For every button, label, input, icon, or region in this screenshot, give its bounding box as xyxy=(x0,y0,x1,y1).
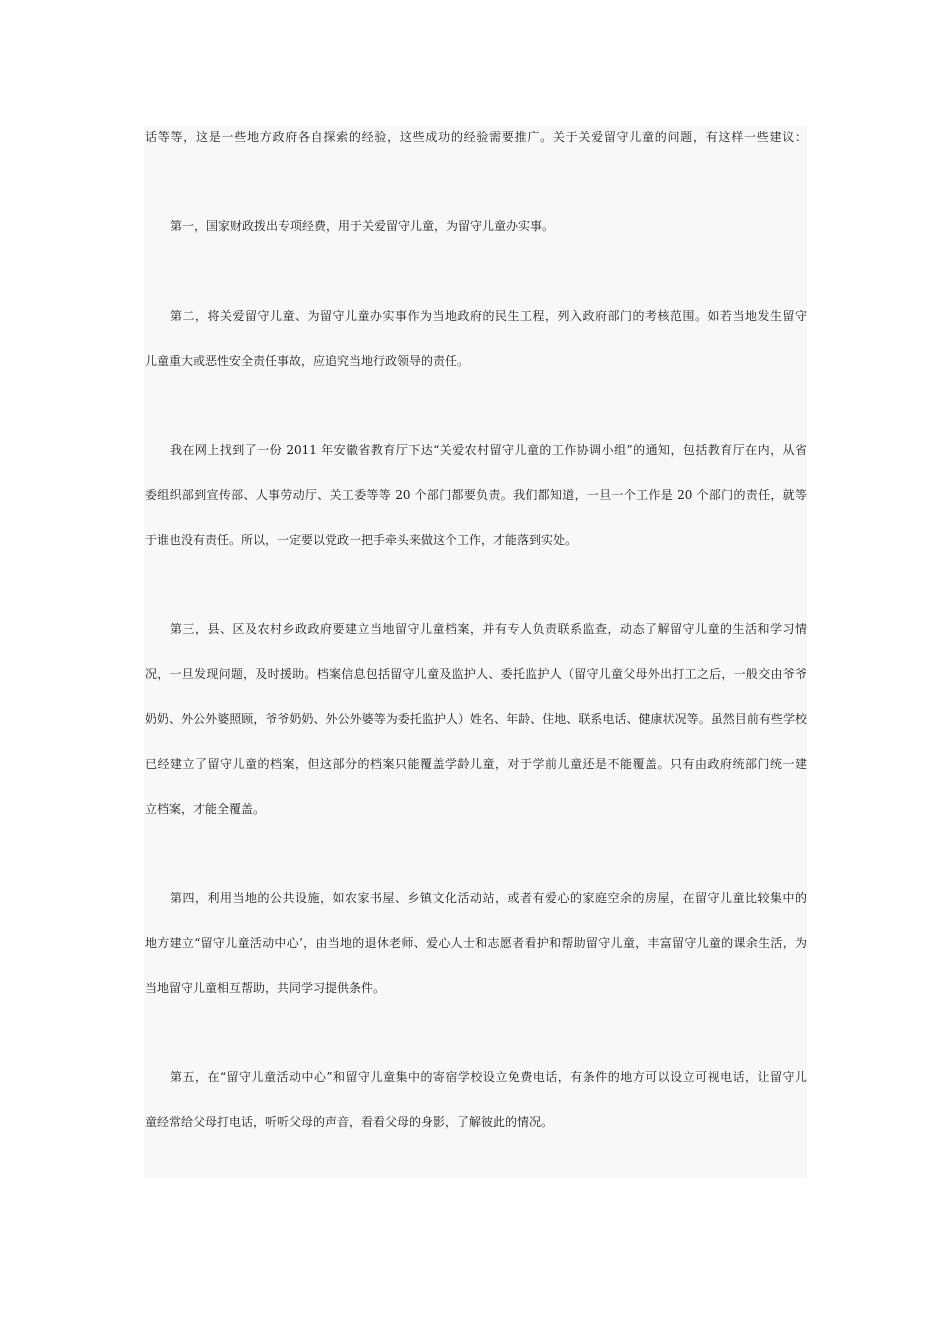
text-line: 我在网上找到了一份 2011 年安徽省教育厅下达“关爱农村留守儿童的工作协调小组”的通知，包括教育厅在内，从省 xyxy=(170,443,807,457)
text-line: 地方建立“留守儿童活动中心’，由当地的退休老师、爱心人士和志愿者看护和帮助留守儿童，丰富留守儿童的课余生活，为 xyxy=(145,936,807,950)
text-line: 第二，将关爱留守儿童、为留守儿童办实事作为当地政府的民生工程，列入政府部门的考核范围。如若当地发生留守 xyxy=(170,309,807,323)
text-line: 第三，县、区及农村乡政政府要建立当地留守儿童档案，并有专人负责联系监查，动态了解留守儿童的生活和学习情 xyxy=(170,622,807,636)
text-line: 第五，在“留守儿童活动中心”和留守儿童集中的寄宿学校设立免费电话，有条件的地方可以设立可视电话，让留守儿 xyxy=(170,1070,807,1084)
text-line: 奶奶、外公外婆照顾，爷爷奶奶、外公外婆等为委托监护人）姓名、年龄、住地、联系电话、健康状况等。虽然目前有些学校 xyxy=(145,712,807,726)
text-line: 童经常给父母打电话，听听父母的声音，看看父母的身影，了解彼此的情况。 xyxy=(145,1115,554,1129)
text-line: 话等等，这是一些地方政府各自探索的经验，这些成功的经验需要推广。关于关爱留守儿童的问题，有这样一些建议： xyxy=(145,130,807,144)
text-line: 当地留守儿童相互帮助，共同学习提供条件。 xyxy=(145,981,386,995)
text-line: 第四，利用当地的公共设施，如农家书屋、乡镇文化活动站，或者有爱心的家庭空余的房屋，在留守儿童比较集中的 xyxy=(170,891,807,905)
article-body-background xyxy=(144,126,807,1178)
text-line: 于谁也没有责任。所以，一定要以党政一把手牵头来做这个工作，才能落到实处。 xyxy=(145,533,578,547)
text-line: 立档案，才能全覆盖。 xyxy=(145,802,266,816)
text-line: 第一，国家财政拨出专项经费，用于关爱留守儿童，为留守儿童办实事。 xyxy=(170,219,555,233)
text-line: 已经建立了留守儿童的档案，但这部分的档案只能覆盖学龄儿童，对于学前儿童还是不能覆盖。只有由政府统部门统一建 xyxy=(145,757,807,771)
text-line: 委组织部到宣传部、人事劳动厅、关工委等等 20 个部门都要负责。我们都知道，一旦一个工作是 20 个部门的责任，就等 xyxy=(145,488,807,502)
text-line: 儿童重大或恶性安全责任事故，应追究当地行政领导的责任。 xyxy=(145,354,470,368)
text-line: 况，一旦发现问题，及时援助。档案信息包括留守儿童及监护人、委托监护人（留守儿童父母外出打工之后，一般交由爷爷 xyxy=(145,667,807,681)
